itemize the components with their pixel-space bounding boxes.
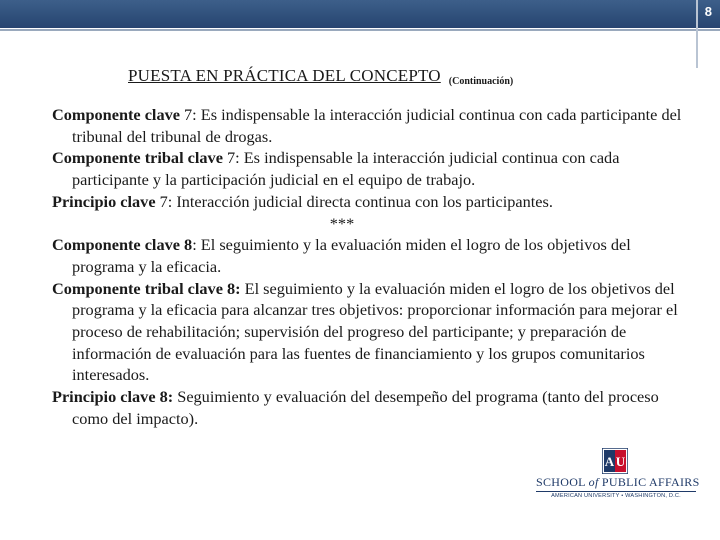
- paragraph-text: El seguimiento y la evaluación miden el logro de los objetivos del programa y la eficacia para alcanzar tres objetivos: proporcionar información para mejorar el proceso de rehabilitación; supervisión del progreso del participante; y preparación de información de evaluación para las fuentes de financiamiento y los grupos comunitarios interesados.: [72, 278, 678, 385]
- logo-school-name: [536, 475, 700, 490]
- paragraph-lead: Principio clave: [52, 191, 156, 211]
- paragraph-tribal-8: [52, 278, 692, 387]
- paragraph-componente-8: [52, 234, 692, 277]
- paragraph-text: 7: Es indispensable la interacción judicial continua con cada participante y la participación judicial en el equipo de trabajo.: [72, 148, 620, 190]
- section-separator: ***: [329, 213, 355, 233]
- page-number: 8: [704, 4, 712, 19]
- logo-name-part: SCHOOL: [536, 475, 589, 489]
- paragraph-principio-7: [52, 191, 692, 213]
- top-banner: [0, 0, 720, 28]
- slide-title: PUESTA EN PRÁCTICA DEL CONCEPTO: [128, 66, 441, 85]
- paragraph-lead: Componente clave: [52, 105, 180, 124]
- paragraph-lead: Componente tribal clave: [52, 148, 223, 168]
- paragraph-text: Seguimiento y evaluación del desempeño del programa (tanto del proceso como del impacto).: [72, 387, 659, 428]
- paragraph-lead: Componente clave 8: [52, 235, 193, 255]
- logo-name-italic: of: [588, 475, 599, 489]
- corner-frame: [696, 28, 720, 68]
- slide-title-row: [128, 66, 513, 86]
- paragraph-lead: Principio clave 8:: [52, 387, 174, 407]
- paragraph-text: 7: Es indispensable la interacción judicial continua con cada participante del tribunal del tribunal de drogas.: [72, 105, 682, 146]
- paragraph-lead: Componente tribal clave 8:: [52, 278, 241, 298]
- paragraph-text: : El seguimiento y la evaluación miden el logro de los objetivos del programa y la eficacia.: [72, 235, 631, 276]
- slide-body: [52, 104, 692, 430]
- svg-text:U: U: [615, 454, 626, 469]
- banner-divider: [0, 29, 720, 31]
- svg-text:A: A: [604, 454, 615, 469]
- school-logo: [536, 448, 700, 504]
- paragraph-text: 7: Interacción judicial directa continua con los participantes.: [155, 191, 553, 211]
- au-seal-icon: [602, 448, 628, 474]
- slide-title-suffix: (Continuación): [448, 76, 514, 87]
- page-number-divider: [696, 0, 698, 28]
- paragraph-tribal-7: [52, 147, 692, 190]
- paragraph-principio-8: [52, 386, 692, 429]
- logo-tagline: AMERICAN UNIVERSITY • WASHINGTON, D.C.: [536, 491, 696, 499]
- logo-name-part: PUBLIC AFFAIRS: [598, 475, 700, 489]
- paragraph-componente-7: [52, 104, 692, 147]
